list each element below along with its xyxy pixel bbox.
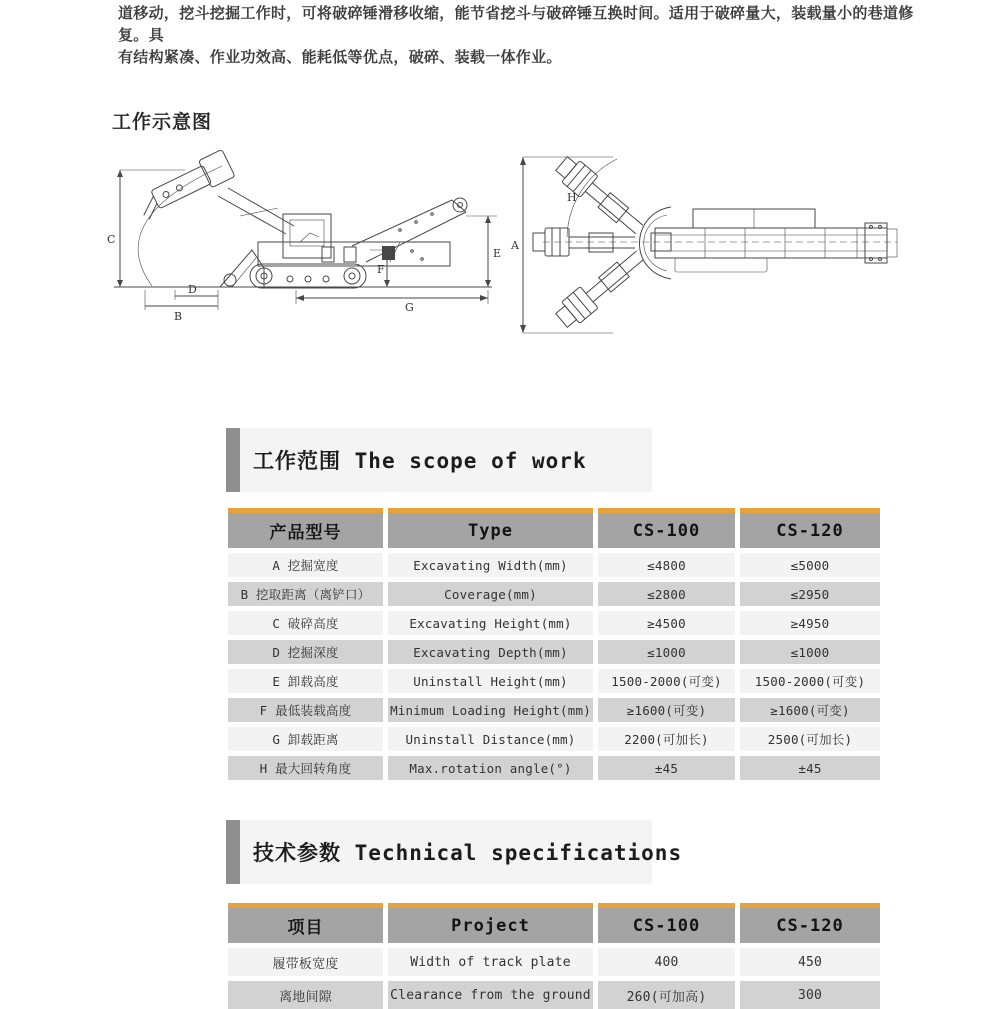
intro-paragraph [118,3,918,69]
dim-label-d: D [188,283,197,296]
table-cell: ≤2800 [598,582,735,606]
column-header: 产品型号 [228,508,383,548]
table-cell: 300 [740,981,880,1009]
scope-title-en: The scope of work [354,449,587,473]
table-cell: ≥1600(可变) [598,698,735,722]
table-cell: G 卸载距离 [228,727,383,751]
table-cell: 离地间隙 [228,981,383,1009]
column-header: CS-100 [598,508,735,548]
column-header: CS-120 [740,508,880,548]
section-accent-bar [226,428,240,492]
table-cell: ≤2950 [740,582,880,606]
table-cell: ≤5000 [740,553,880,577]
column-header: Type [388,508,593,548]
table-cell: Excavating Height(mm) [388,611,593,635]
table-cell: D 挖掘深度 [228,640,383,664]
table-cell: 1500-2000(可变) [598,669,735,693]
specs-table [228,903,880,1009]
table-cell: ≥4950 [740,611,880,635]
table-cell: H 最大回转角度 [228,756,383,780]
dim-label-e: E [493,247,502,260]
dim-label-b: B [174,310,183,323]
table-cell: ≥1600(可变) [740,698,880,722]
table-cell: F 最低装载高度 [228,698,383,722]
intro-line-2: 有结构紧凑、作业功效高、能耗低等优点，破碎、装载一体作业。 [118,49,562,66]
specs-title-zh: 技术参数 [253,841,341,865]
table-cell: ±45 [740,756,880,780]
table-cell: 2200(可加长) [598,727,735,751]
scope-section-header [226,428,652,492]
table-cell: ≤1000 [598,640,735,664]
table-cell: B 挖取距离（离铲口） [228,582,383,606]
table-cell: Width of track plate [388,948,593,976]
specs-section-header [226,820,683,884]
table-cell: ≥4500 [598,611,735,635]
column-header: CS-100 [598,903,735,943]
table-cell: Max.rotation angle(°) [388,756,593,780]
table-cell: Excavating Depth(mm) [388,640,593,664]
dim-label-f: F [377,263,385,276]
table-cell: 履带板宽度 [228,948,383,976]
intro-line-1: 道移动，挖斗挖掘工作时，可将破碎锤滑移收缩，能节省挖斗与破碎锤互换时间。适用于破碎量大，装载量小的巷道修复。具 [118,5,914,44]
dim-label-c: C [107,233,116,246]
table-cell: Uninstall Distance(mm) [388,727,593,751]
dim-label-h: H [567,191,577,204]
column-header: Project [388,903,593,943]
scope-table [228,508,880,780]
column-header: CS-120 [740,903,880,943]
table-cell: A 挖掘宽度 [228,553,383,577]
table-cell: ≤1000 [740,640,880,664]
breaker-head [133,150,236,221]
specs-title-en: Technical specifications [354,841,683,865]
table-cell: Clearance from the ground [388,981,593,1009]
column-header: 项目 [228,903,383,943]
dim-label-a: A [511,239,519,252]
table-cell: C 破碎高度 [228,611,383,635]
table-cell: 260(可加高) [598,981,735,1009]
scope-section-title [253,445,587,475]
table-cell: 450 [740,948,880,976]
table-cell: ±45 [598,756,735,780]
dim-label-g: G [405,301,414,314]
table-cell: Coverage(mm) [388,582,593,606]
table-cell: ≤4800 [598,553,735,577]
table-cell: 2500(可加长) [740,727,880,751]
top-view-drawing [505,145,900,345]
section-accent-bar [226,820,240,884]
table-cell: Minimum Loading Height(mm) [388,698,593,722]
table-cell: 1500-2000(可变) [740,669,880,693]
scope-title-zh: 工作范围 [253,449,341,473]
table-cell: Excavating Width(mm) [388,553,593,577]
table-cell: 400 [598,948,735,976]
diagram-section-title: 工作示意图 [112,112,213,133]
specs-section-title [253,837,682,867]
table-cell: Uninstall Height(mm) [388,669,593,693]
table-cell: E 卸载高度 [228,669,383,693]
side-view-drawing [100,150,510,330]
